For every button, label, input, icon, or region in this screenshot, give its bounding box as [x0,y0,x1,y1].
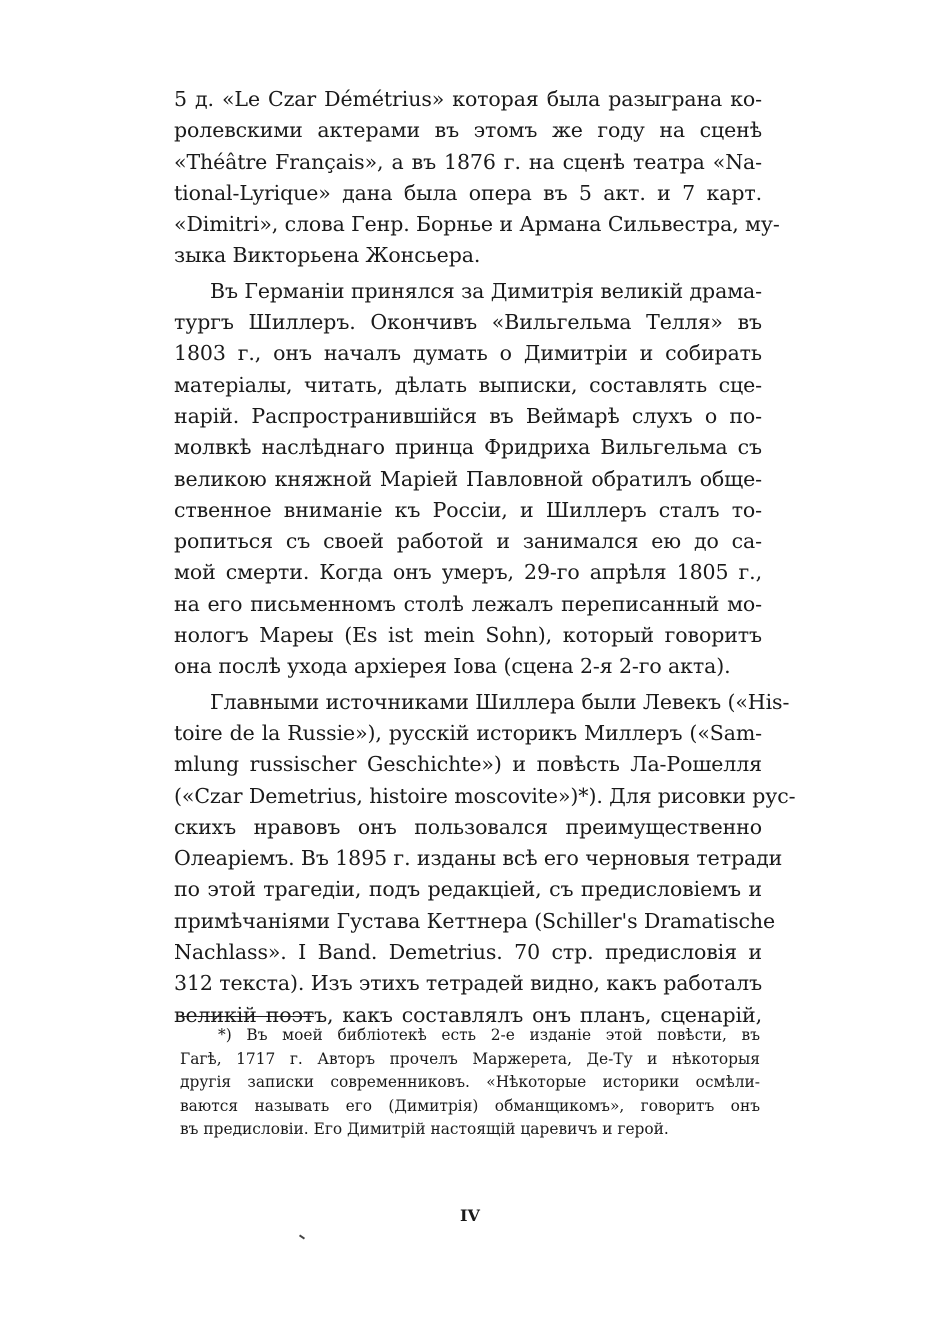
text-line: мой смерти. Когда онъ умеръ, 29-го апрѣля 1805 г., [174,560,762,585]
text-line: mlung russischer Geschichte») и повѣсть Ла-Рошелля [174,752,762,777]
footnote-line: ваются называть его (Димитрія) обманщикомъ», говоритъ онъ [180,1096,760,1115]
text-line: великій поэтъ, какъ составлялъ онъ планъ, сценарій, [174,1002,762,1027]
text-line: она послѣ ухода архіерея Іова (сцена 2-я 2-го акта). [174,654,731,679]
text-line: скихъ нравовъ онъ пользовался преимущественно [174,814,762,839]
text-line: Nachlass». I Band. Demetrius. 70 стр. предисловія и [174,940,762,965]
footnote-line: въ предисловіи. Его Димитрій настоящій царевичъ и герой. [180,1120,669,1138]
text-line: тургъ Шиллеръ. Окончивъ «Вильгельма Телля» въ [174,310,762,335]
text-line: toire de la Russie»), русскій историкъ Миллеръ («Sam- [174,720,762,745]
text-line: ролевскими актерами въ этомъ же году на сценѣ [174,118,762,143]
footnote-line: Гагѣ, 1717 г. Авторъ прочелъ Маржерета, Де-Ту и нѣкоторыя [180,1049,760,1068]
text-line: нарій. Распространившійся въ Веймарѣ слухъ о по- [174,403,762,428]
footnote-divider [180,1016,314,1017]
footnote [180,1024,760,1142]
text-line: на его письменномъ столѣ лежалъ переписанный мо- [174,591,762,616]
text-line: ственное вниманіе къ Россіи, и Шиллеръ сталъ то- [174,497,762,522]
text-line: Въ Германіи принялся за Димитрія великій драма- [210,278,762,303]
text-line: матеріалы, читать, дѣлать выписки, составлять сце- [174,372,762,397]
text-line: по этой трагедіи, подъ редакціей, съ предисловіемъ и [174,877,762,902]
text-line: Олеаріемъ. Въ 1895 г. изданы всѣ его черновыя тетради [174,846,783,871]
text-line: «Dimitri», слова Генр. Борнье и Армана Сильвестра, му- [174,212,780,237]
text-line: 5 д. «Le Czar Démétrius» которая была разыграна ко- [174,87,762,111]
ink-speck [299,1234,305,1239]
text-line: зыка Викторьена Жонсьера. [174,243,481,268]
text-line: нологъ Мареы (Es ist mein Sohn), который говоритъ [174,623,762,648]
main-text [174,84,796,1031]
text-line: Главными источниками Шиллера были Левекъ («His- [210,689,790,714]
footnote-line: другія записки современниковъ. «Нѣкоторые историки осмѣли- [180,1073,760,1091]
text-line: ропиться съ своей работой и занимался ею до са- [174,529,762,554]
page-number: IV [460,1206,480,1225]
text-line: примѣчаніями Густава Кеттнера (Schiller's Dramatische [174,908,776,933]
text-line: молвкѣ наслѣднаго принца Фридриха Вильгельма съ [174,435,762,460]
text-line: 312 текста). Изъ этихъ тетрадей видно, какъ работалъ [174,971,763,996]
text-line: великою княжной Маріей Павловной обратилъ обще- [174,466,762,491]
text-line: («Czar Demetrius, histoire moscovite»)*). Для рисовки рус- [174,783,796,808]
text-line: «Théâtre Français», а въ 1876 г. на сценѣ театра «Na- [174,149,762,174]
footnote-line: *) Въ моей библіотекѣ есть 2-е изданіе этой повѣсти, въ [218,1026,760,1044]
text-line: 1803 г., онъ началъ думать о Димитріи и собирать [174,341,762,366]
text-line: tional-Lyrique» дана была опера въ 5 акт. и 7 карт. [174,180,762,205]
